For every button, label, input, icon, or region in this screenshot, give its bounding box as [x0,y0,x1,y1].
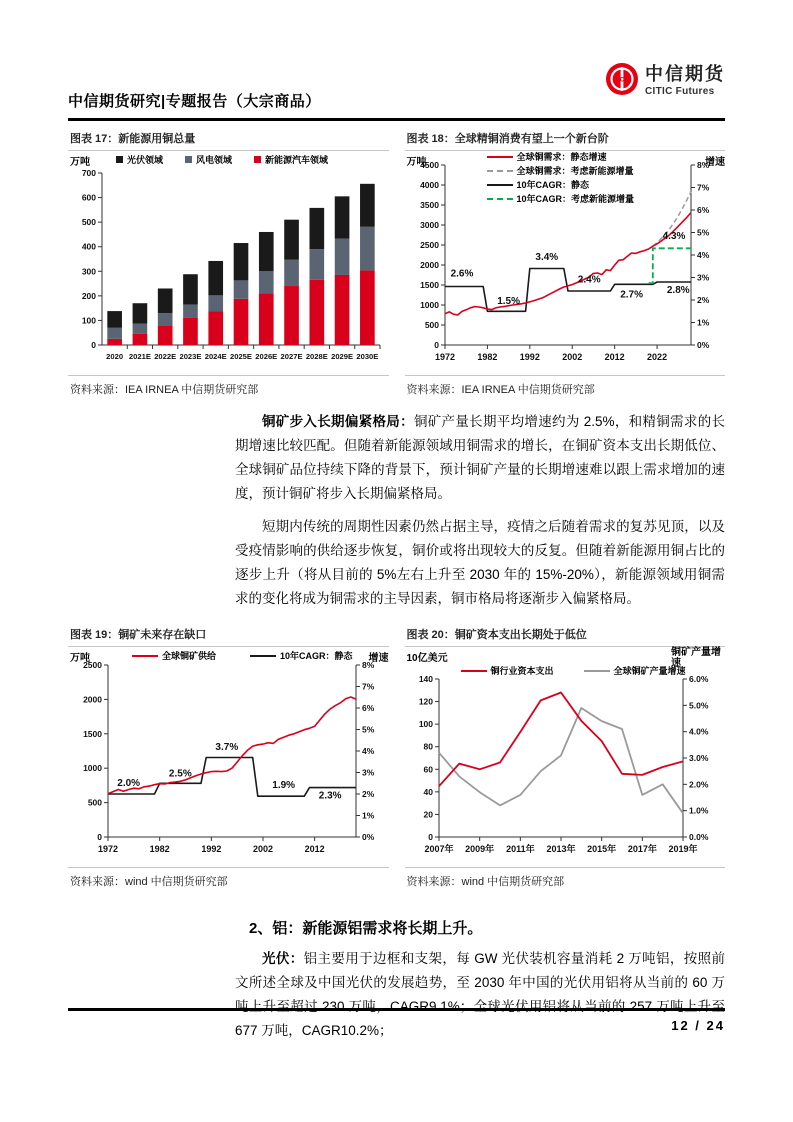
svg-text:600: 600 [81,192,96,203]
page-number: 12 / 24 [671,1018,725,1033]
svg-text:500: 500 [81,217,96,228]
svg-text:3.0%: 3.0% [688,753,708,763]
legend-item [487,150,635,163]
logo-text [645,60,725,97]
svg-text:3500: 3500 [419,200,439,210]
figure-19-unit-right: 增速 [368,653,389,664]
legend-item-label: 新能源汽车领域 [265,155,329,165]
section-heading: 2、铝：新能源铝需求将长期上升。 [249,920,483,937]
svg-text:8%: 8% [696,160,709,170]
svg-text:0%: 0% [696,340,709,350]
paragraph-copper-mine [235,410,725,506]
svg-text:100: 100 [418,719,433,730]
svg-text:5.0%: 5.0% [688,700,708,711]
legend-line-marker [584,670,610,672]
figure-18-source: 资料来源：IEA IRNEA 中信期货研究部 [405,375,726,401]
svg-text:1%: 1% [362,810,375,821]
figure-17-chart [68,151,389,375]
figure-17-title: 图表 17：新能源用铜总量 [68,125,389,151]
header-divider [68,118,725,121]
svg-text:2000: 2000 [419,260,439,270]
legend-item [132,649,216,662]
svg-text:2.4%: 2.4% [577,274,601,286]
svg-text:2015年: 2015年 [586,844,616,854]
svg-text:120: 120 [418,696,433,707]
figure-17 [68,125,389,401]
figure-18-unit-right: 增速 [705,157,725,168]
svg-text:2500: 2500 [83,660,102,670]
figure-18-chart [405,151,726,375]
svg-text:1000: 1000 [83,763,102,774]
svg-text:2009年: 2009年 [464,844,494,854]
svg-text:140: 140 [418,674,433,684]
legend-item [116,153,163,166]
legend-item [487,164,635,177]
svg-text:2013年: 2013年 [545,844,576,854]
svg-text:2.8%: 2.8% [666,284,690,296]
figure-20-chart [405,647,726,867]
svg-text:2.6%: 2.6% [450,268,473,280]
svg-text:100: 100 [81,315,96,326]
legend-item [487,192,635,205]
svg-text:7%: 7% [696,182,709,193]
svg-text:3%: 3% [696,272,709,283]
svg-text:2007年: 2007年 [423,844,454,854]
figure-18 [405,125,726,401]
figure-19 [68,621,389,893]
svg-text:1982: 1982 [476,352,497,362]
legend-item-label: 铜行业资本支出 [490,666,554,676]
legend-item [584,664,686,677]
legend-item-label: 全球铜矿供给 [162,651,217,661]
logo-en-text: CITIC Futures [645,86,715,97]
svg-text:6%: 6% [362,703,375,713]
svg-text:1500: 1500 [419,280,439,290]
svg-text:4%: 4% [362,746,375,756]
paragraph-pv-lead: 光伏： [262,951,304,966]
svg-text:60: 60 [423,764,433,775]
legend-item-label: 10年CAGR：静态 [516,180,590,190]
figure-20-title: 图表 20：铜矿资本支出长期处于低位 [405,621,726,647]
svg-text:C: C [619,77,625,84]
svg-text:3.7%: 3.7% [215,741,239,753]
figure-20-legend [461,664,686,677]
figure-17-legend [116,153,328,166]
paragraph-short-term [235,515,725,611]
svg-text:2017年: 2017年 [627,844,657,854]
svg-text:2021E: 2021E [128,352,151,361]
svg-text:8%: 8% [362,660,375,670]
figure-20 [405,621,726,893]
svg-text:0: 0 [433,340,439,350]
legend-line-marker [487,184,513,186]
svg-text:80: 80 [423,741,433,752]
figure-20-source: 资料来源：wind 中信期货研究部 [405,867,726,893]
report-header-title: 中信期货研究|专题报告（大宗商品） [68,93,321,110]
legend-item-label: 光伏领域 [127,155,164,165]
legend-item [461,664,554,677]
svg-text:6%: 6% [696,205,709,215]
legend-line-marker [132,655,158,657]
svg-text:6.0%: 6.0% [688,674,708,684]
legend-item-label: 全球铜矿产量增速 [613,666,686,676]
svg-text:4500: 4500 [419,160,439,170]
svg-text:2500: 2500 [419,240,439,250]
svg-text:700: 700 [81,168,96,178]
figure-19-title: 图表 19：铜矿未来存在缺口 [68,621,389,647]
legend-item [487,178,635,191]
legend-item-label: 全球铜需求：考虑新能源增量 [516,166,634,176]
legend-line-marker [487,170,513,172]
legend-item-label: 风电领域 [196,155,233,165]
legend-item [254,153,328,166]
legend-line-marker [487,156,513,158]
svg-text:2027E: 2027E [280,352,303,361]
svg-text:1.0%: 1.0% [688,805,708,816]
figure-17-svg [68,151,388,373]
svg-text:1500: 1500 [83,728,102,739]
legend-line-marker [487,198,513,200]
svg-text:2030E: 2030E [356,352,379,361]
svg-text:4.3%: 4.3% [662,230,685,242]
svg-text:2.3%: 2.3% [318,790,342,802]
svg-text:500: 500 [87,797,102,808]
legend-line-marker [250,655,276,657]
svg-text:1972: 1972 [97,844,119,854]
svg-text:2012: 2012 [604,352,625,362]
svg-text:2.7%: 2.7% [619,289,643,301]
figure-19-source: 资料来源：wind 中信期货研究部 [68,867,389,893]
svg-text:7%: 7% [362,681,375,692]
svg-text:2.0%: 2.0% [117,777,141,789]
legend-line-marker [461,670,487,672]
figure-17-source: 资料来源：IEA IRNEA 中信期货研究部 [68,375,389,401]
legend-item-label: 10年CAGR：考虑新能源增量 [516,194,635,204]
figure-18-unit-left: 万吨 [406,157,427,168]
svg-text:2002: 2002 [561,352,582,362]
figure-20-unit-left: 10亿美元 [406,653,448,664]
paragraph-copper-mine-lead: 铜矿步入长期偏紧格局： [262,414,414,429]
page-header [68,64,725,114]
body-text-column [235,410,725,611]
svg-text:2025E: 2025E [230,352,252,361]
svg-text:1972: 1972 [434,352,455,362]
svg-text:0%: 0% [362,832,375,842]
figure-19-unit-left: 万吨 [70,653,90,664]
svg-text:3000: 3000 [419,220,439,230]
paragraph-copper-mine-text: 铜矿产量长期平均增速约为 2.5%，和精铜需求的长期增速比较匹配。但随着新能源领域用铜需求的增长，在铜矿资本支出长期低位、全球铜矿品位持续下降的背景下，预计铜矿产量的长期增速难以跟上需求增加的速度，预计铜矿将步入长期偏紧格局。 [235,414,726,501]
legend-square-marker [185,156,192,163]
logo-cn-text: 中信期货 [645,64,725,84]
svg-text:2012: 2012 [304,844,325,854]
citic-logo-icon [605,62,639,96]
svg-text:2022: 2022 [646,352,667,362]
svg-text:4.0%: 4.0% [688,726,708,737]
svg-text:40: 40 [423,786,433,797]
svg-text:500: 500 [424,320,439,330]
svg-text:2.0%: 2.0% [688,779,708,790]
figure-19-chart [68,647,389,867]
svg-text:2.5%: 2.5% [168,768,192,780]
legend-item [185,153,232,166]
svg-text:200: 200 [81,290,96,301]
svg-text:0: 0 [91,340,96,350]
legend-item-label: 全球铜需求：静态增速 [516,152,607,162]
svg-text:0.0%: 0.0% [688,832,708,842]
svg-text:2023E: 2023E [179,352,202,361]
svg-text:400: 400 [81,241,96,252]
svg-text:0: 0 [97,832,102,842]
citic-logo [605,60,725,97]
paragraph-pv-text: 铝主要用于边框和支架，每 GW 光伏装机容量消耗 2 万吨铝，按照前文所述全球及中国光伏的发展趋势，至 2030 年中国的光伏用铝将从当前的 60 万吨上升至超过 230 万吨，CAGR9.1%；全球光伏用铝将从当前的 257 万吨上升至 677 万吨，CAGR10.2%； [235,951,726,1038]
svg-text:1982: 1982 [149,844,170,854]
svg-text:2020: 2020 [106,352,124,361]
figure-20-svg [405,647,725,865]
figure-18-title: 图表 18：全球精铜消费有望上一个新台阶 [405,125,726,151]
svg-text:2019年: 2019年 [667,844,698,854]
svg-text:20: 20 [423,809,433,820]
svg-text:1%: 1% [696,317,709,328]
svg-text:2026E: 2026E [255,352,278,361]
svg-text:300: 300 [81,266,96,277]
page-footer [68,1008,725,1035]
svg-text:4000: 4000 [419,180,439,190]
svg-text:2000: 2000 [83,694,102,705]
svg-text:2011年: 2011年 [505,844,535,854]
svg-text:0: 0 [427,832,433,842]
figure-row-bottom [68,621,725,893]
svg-text:2%: 2% [696,295,709,305]
figure-19-svg [68,647,388,865]
figure-17-unit-left: 万吨 [70,157,90,168]
svg-text:2%: 2% [362,789,375,799]
figure-20-unit-right: 铜矿产量增速 [671,647,721,669]
svg-text:4%: 4% [696,250,709,260]
paragraph-short-term-text: 短期内传统的周期性因素仍然占据主导，疫情之后随着需求的复苏见顶，以及受疫情影响的供给逐步恢复，铜价或将出现较大的反复。但随着新能源用铜占比的逐步上升（将从目前的 5%左右上升至 2030 年的 15%-20%），新能源领域用铜需求的变化将成为铜需求的主导因素，铜市格局将逐渐步入偏紧格局。 [235,519,725,606]
svg-text:2002: 2002 [252,844,274,854]
svg-text:1.9%: 1.9% [272,779,296,791]
svg-text:3%: 3% [362,767,375,778]
svg-text:3.4%: 3.4% [534,251,558,263]
svg-text:2024E: 2024E [204,352,227,361]
svg-text:2028E: 2028E [305,352,328,361]
svg-text:1992: 1992 [201,844,222,854]
svg-text:1.5%: 1.5% [496,296,520,308]
svg-text:2029E: 2029E [331,352,354,361]
legend-square-marker [254,156,261,163]
legend-square-marker [116,156,123,163]
legend-item-label: 10年CAGR：静态 [280,651,353,661]
svg-text:5%: 5% [362,724,375,735]
figure-row-top [68,125,725,401]
svg-text:5%: 5% [696,227,709,238]
legend-item [250,649,353,662]
svg-text:1000: 1000 [419,300,439,310]
svg-text:1992: 1992 [519,352,540,362]
svg-text:2022E: 2022E [154,352,177,361]
figure-19-legend [132,649,353,662]
figure-18-legend [487,150,635,205]
